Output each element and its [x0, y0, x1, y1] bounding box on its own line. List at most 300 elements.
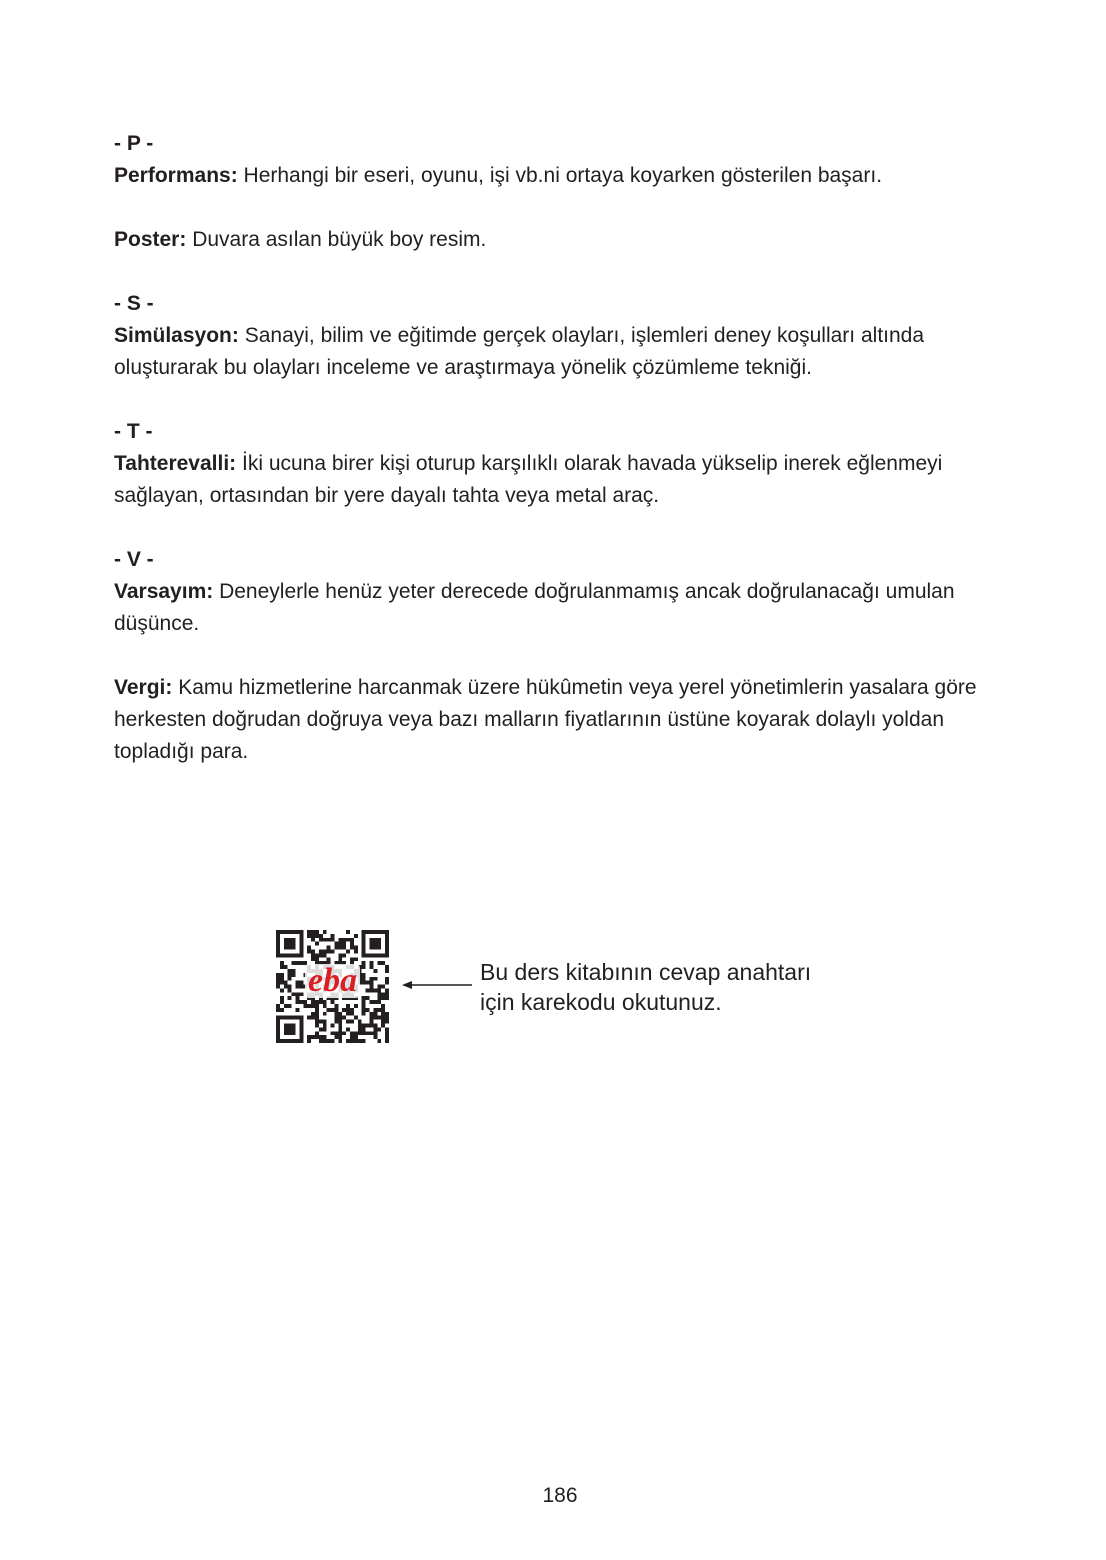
qr-module [385, 1020, 389, 1024]
qr-module [276, 977, 280, 981]
qr-module [338, 1027, 342, 1031]
qr-module [381, 985, 385, 989]
qr-module [288, 985, 292, 989]
qr-module [334, 1012, 338, 1016]
qr-module [370, 981, 374, 985]
term-performans: Performans: [114, 164, 238, 187]
qr-module [366, 981, 370, 985]
qr-module [362, 1008, 366, 1012]
qr-module [338, 1024, 342, 1028]
qr-module [362, 930, 366, 934]
definition-tahterevalli: İki ucuna birer kişi oturup karşılıklı olarak havada yükselip inerek eğlenmeyi sağlayan, ortasından bir yere dayalı tahta veya metal araç. [114, 452, 943, 507]
qr-module [373, 988, 377, 992]
qr-module [362, 953, 366, 957]
qr-module [334, 946, 338, 950]
qr-module [373, 946, 377, 950]
qr-module [373, 938, 377, 942]
qr-module [362, 981, 366, 985]
qr-module [385, 996, 389, 1000]
qr-module [292, 938, 296, 942]
qr-module [311, 938, 315, 942]
qr-module [288, 1039, 292, 1043]
qr-module [377, 961, 381, 965]
qr-module [373, 953, 377, 957]
qr-module [381, 961, 385, 965]
qr-module [280, 988, 284, 992]
qr-module [295, 1000, 299, 1004]
qr-module [342, 942, 346, 946]
qr-module [338, 957, 342, 961]
qr-module [284, 930, 288, 934]
qr-module [331, 1024, 335, 1028]
qr-module [280, 965, 284, 969]
qr-module [276, 981, 280, 985]
qr-module [276, 934, 280, 938]
qr-module [292, 1031, 296, 1035]
qr-module [323, 953, 327, 957]
qr-module [346, 1027, 350, 1031]
qr-module [385, 934, 389, 938]
qr-module [370, 1012, 374, 1016]
qr-module [288, 1031, 292, 1035]
qr-module [377, 985, 381, 989]
qr-module [377, 992, 381, 996]
qr-module [295, 1039, 299, 1043]
qr-module [373, 1012, 377, 1016]
qr-module [362, 949, 366, 953]
qr-module [350, 1031, 354, 1035]
qr-module [338, 1031, 342, 1035]
qr-module [299, 930, 303, 934]
qr-module [276, 1024, 280, 1028]
qr-module [299, 1035, 303, 1039]
qr-module [288, 988, 292, 992]
qr-module [334, 942, 338, 946]
qr-module [288, 977, 292, 981]
qr-module [338, 938, 342, 942]
glossary-entry-performans [114, 160, 994, 192]
qr-module [280, 1016, 284, 1020]
qr-module [288, 973, 292, 977]
qr-module [377, 1039, 381, 1043]
term-vergi: Vergi: [114, 676, 173, 699]
definition-performans: Herhangi bir eseri, oyunu, işi vb.ni ortaya koyarken gösterilen başarı. [237, 164, 883, 187]
qr-module [284, 1027, 288, 1031]
qr-module [350, 942, 354, 946]
qr-module [342, 938, 346, 942]
qr-module [315, 1035, 319, 1039]
qr-module [373, 1031, 377, 1035]
qr-module [358, 1020, 362, 1024]
qr-module [327, 1008, 331, 1012]
qr-module [338, 942, 342, 946]
qr-module [307, 1004, 311, 1008]
qr-module [323, 1035, 327, 1039]
qr-module [276, 973, 280, 977]
qr-module [288, 938, 292, 942]
qr-module [354, 1039, 358, 1043]
qr-module [385, 946, 389, 950]
qr-module [331, 1039, 335, 1043]
qr-module [280, 973, 284, 977]
qr-module [299, 1024, 303, 1028]
qr-module [370, 965, 374, 969]
qr-module [280, 961, 284, 965]
qr-module [370, 942, 374, 946]
qr-caption-line-2: için karekodu okutunuz. [480, 989, 722, 1015]
qr-module [366, 1024, 370, 1028]
qr-module [377, 1008, 381, 1012]
qr-module [385, 1035, 389, 1039]
qr-module [370, 1024, 374, 1028]
qr-module [299, 953, 303, 957]
qr-module [366, 953, 370, 957]
qr-module [377, 938, 381, 942]
qr-module [299, 1000, 303, 1004]
qr-module [284, 1016, 288, 1020]
qr-module [373, 1024, 377, 1028]
qr-module [350, 1039, 354, 1043]
definition-varsayim: Deneylerle henüz yeter derecede doğrulanmamış ancak doğrulanacağı umulan düşünce. [114, 580, 955, 635]
qr-module [370, 1016, 374, 1020]
qr-module [338, 1039, 342, 1043]
section-letter-v: - V - [114, 548, 154, 571]
qr-module [311, 957, 315, 961]
qr-module [370, 1031, 374, 1035]
qr-module [370, 961, 374, 965]
qr-module [292, 953, 296, 957]
qr-module [362, 1000, 366, 1004]
qr-module [319, 938, 323, 942]
eba-logo: eba [305, 964, 360, 998]
qr-module [385, 953, 389, 957]
qr-module [292, 942, 296, 946]
qr-module [315, 953, 319, 957]
qr-module [346, 1039, 350, 1043]
qr-module [338, 946, 342, 950]
qr-module [385, 949, 389, 953]
definition-simulasyon: Sanayi, bilim ve eğitimde gerçek olayları, işlemleri deney koşulları altında oluşturarak bu olayları inceleme ve araştırmaya yönelik çözümleme tekniği. [114, 324, 925, 379]
qr-module [331, 949, 335, 953]
qr-module [307, 949, 311, 953]
qr-module [362, 977, 366, 981]
term-varsayim: Varsayım: [114, 580, 214, 603]
qr-module [385, 930, 389, 934]
qr-module [377, 946, 381, 950]
qr-module [284, 953, 288, 957]
qr-module [381, 1012, 385, 1016]
qr-module [280, 977, 284, 981]
qr-module [292, 992, 296, 996]
qr-module [315, 957, 319, 961]
qr-module [377, 988, 381, 992]
qr-module [323, 930, 327, 934]
qr-module [276, 946, 280, 950]
qr-module [280, 953, 284, 957]
qr-module [280, 996, 284, 1000]
qr-module [315, 1016, 319, 1020]
qr-module [358, 1039, 362, 1043]
qr-module [362, 1031, 366, 1035]
qr-module [303, 1000, 307, 1004]
glossary-content [114, 128, 994, 768]
qr-module [370, 1000, 374, 1004]
qr-module [311, 930, 315, 934]
qr-module [327, 949, 331, 953]
qr-module [299, 1031, 303, 1035]
qr-module [292, 969, 296, 973]
qr-module [370, 930, 374, 934]
qr-module [299, 942, 303, 946]
qr-module [342, 1031, 346, 1035]
qr-module [370, 988, 374, 992]
qr-module [280, 1039, 284, 1043]
qr-module [373, 942, 377, 946]
qr-module [311, 934, 315, 938]
qr-module [331, 1000, 335, 1004]
qr-module [331, 1031, 335, 1035]
qr-module [354, 1004, 358, 1008]
qr-module [373, 1016, 377, 1020]
qr-module [292, 946, 296, 950]
qr-module [299, 946, 303, 950]
qr-module [385, 965, 389, 969]
qr-module [315, 1031, 319, 1035]
qr-module [385, 1016, 389, 1020]
qr-module [276, 930, 280, 934]
qr-module [366, 996, 370, 1000]
qr-module [377, 942, 381, 946]
qr-module [295, 1008, 299, 1012]
qr-module [292, 973, 296, 977]
term-simulasyon: Simülasyon: [114, 324, 239, 347]
qr-module [366, 1031, 370, 1035]
qr-module [334, 1008, 338, 1012]
qr-module [358, 1024, 362, 1028]
qr-module [323, 1039, 327, 1043]
qr-module [350, 938, 354, 942]
qr-module [385, 981, 389, 985]
qr-module [315, 1024, 319, 1028]
qr-module [299, 1020, 303, 1024]
qr-module [276, 1039, 280, 1043]
qr-module [385, 988, 389, 992]
qr-module [370, 985, 374, 989]
qr-module [373, 930, 377, 934]
qr-module [276, 1004, 280, 1008]
qr-module [319, 949, 323, 953]
qr-module [311, 949, 315, 953]
qr-module [284, 985, 288, 989]
qr-module [299, 1027, 303, 1031]
qr-module [377, 1000, 381, 1004]
qr-module [311, 1016, 315, 1020]
qr-module [284, 1031, 288, 1035]
qr-module [377, 1027, 381, 1031]
qr-module [299, 934, 303, 938]
qr-module [311, 1000, 315, 1004]
qr-module [276, 953, 280, 957]
qr-module [373, 1035, 377, 1039]
qr-module [276, 1027, 280, 1031]
qr-module [358, 1031, 362, 1035]
qr-module [354, 1016, 358, 1020]
qr-module [358, 1027, 362, 1031]
qr-module [362, 1027, 366, 1031]
qr-module [292, 961, 296, 965]
qr-module [276, 1035, 280, 1039]
qr-module [323, 1024, 327, 1028]
qr-module [315, 1008, 319, 1012]
qr-module [354, 1035, 358, 1039]
qr-module [362, 1004, 366, 1008]
qr-module [381, 1008, 385, 1012]
qr-module [319, 1020, 323, 1024]
qr-module [276, 1031, 280, 1035]
qr-module [276, 1016, 280, 1020]
qr-module [385, 1012, 389, 1016]
qr-module [385, 969, 389, 973]
qr-caption-line-1: Bu ders kitabının cevap anahtarı [480, 959, 812, 985]
qr-module [381, 992, 385, 996]
qr-module [327, 946, 331, 950]
qr-module [338, 1020, 342, 1024]
section-letter-s: - S - [114, 292, 154, 315]
section-letter-t: - T - [114, 420, 153, 443]
qr-module [338, 1016, 342, 1020]
qr-module [276, 942, 280, 946]
qr-module [307, 1035, 311, 1039]
qr-module [307, 946, 311, 950]
qr-module [284, 1004, 288, 1008]
qr-module [288, 946, 292, 950]
qr-module [299, 981, 303, 985]
glossary-entry-vergi [114, 672, 994, 768]
qr-module [346, 1008, 350, 1012]
qr-module [385, 1031, 389, 1035]
qr-module [362, 934, 366, 938]
qr-module [362, 946, 366, 950]
qr-module [362, 965, 366, 969]
qr-module [311, 1012, 315, 1016]
qr-module [284, 946, 288, 950]
qr-module [295, 992, 299, 996]
qr-module [338, 1012, 342, 1016]
qr-module [315, 934, 319, 938]
qr-module [284, 981, 288, 985]
qr-caption [480, 957, 811, 1017]
qr-module [334, 1004, 338, 1008]
qr-module [323, 938, 327, 942]
qr-module [319, 1027, 323, 1031]
qr-module [307, 1039, 311, 1043]
qr-module [276, 1020, 280, 1024]
qr-module [362, 938, 366, 942]
qr-module [319, 953, 323, 957]
qr-module [331, 1008, 335, 1012]
qr-module [280, 930, 284, 934]
qr-module [315, 1000, 319, 1004]
qr-module [284, 965, 288, 969]
qr-module [288, 1024, 292, 1028]
qr-module [346, 1012, 350, 1016]
qr-module [350, 1035, 354, 1039]
qr-module [284, 1039, 288, 1043]
section-letter-p: - P - [114, 132, 154, 155]
qr-module [311, 1035, 315, 1039]
qr-module [299, 949, 303, 953]
qr-module [292, 1024, 296, 1028]
qr-module [366, 930, 370, 934]
qr-module [303, 1004, 307, 1008]
qr-module [342, 1008, 346, 1012]
qr-module [315, 1020, 319, 1024]
qr-module [288, 969, 292, 973]
qr-module [299, 1039, 303, 1043]
qr-module [334, 1031, 338, 1035]
qr-module [299, 985, 303, 989]
qr-module [381, 1016, 385, 1020]
term-poster: Poster: [114, 228, 187, 251]
qr-module [284, 938, 288, 942]
qr-module [373, 1000, 377, 1004]
qr-module [323, 1027, 327, 1031]
qr-module [288, 942, 292, 946]
qr-module [385, 992, 389, 996]
qr-module [295, 996, 299, 1000]
qr-module [381, 953, 385, 957]
qr-module [295, 1016, 299, 1020]
qr-module [276, 938, 280, 942]
qr-module [299, 1016, 303, 1020]
qr-module [327, 938, 331, 942]
qr-module [338, 1035, 342, 1039]
qr-module [288, 930, 292, 934]
qr-module [276, 949, 280, 953]
qr-module [280, 1000, 284, 1004]
qr-module [373, 969, 377, 973]
qr-module [366, 988, 370, 992]
qr-module [350, 946, 354, 950]
glossary-entry-simulasyon [114, 320, 994, 384]
qr-module [370, 946, 374, 950]
qr-module [338, 953, 342, 957]
glossary-entry-varsayim [114, 576, 994, 640]
qr-module [373, 1008, 377, 1012]
qr-module [292, 930, 296, 934]
qr-module [366, 1008, 370, 1012]
qr-module [381, 1004, 385, 1008]
qr-module [288, 1016, 292, 1020]
qr-code[interactable] [275, 930, 390, 1043]
qr-module [354, 934, 358, 938]
qr-module [315, 930, 319, 934]
qr-module [381, 996, 385, 1000]
qr-module [311, 1004, 315, 1008]
qr-module [342, 946, 346, 950]
qr-module [346, 1004, 350, 1008]
qr-module [373, 977, 377, 981]
qr-module [377, 953, 381, 957]
qr-module [292, 1016, 296, 1020]
qr-module [311, 953, 315, 957]
qr-module [299, 938, 303, 942]
qr-module [292, 1039, 296, 1043]
qr-module [284, 942, 288, 946]
qr-module [346, 938, 350, 942]
arrow-left-icon [402, 978, 474, 992]
qr-module [342, 1016, 346, 1020]
